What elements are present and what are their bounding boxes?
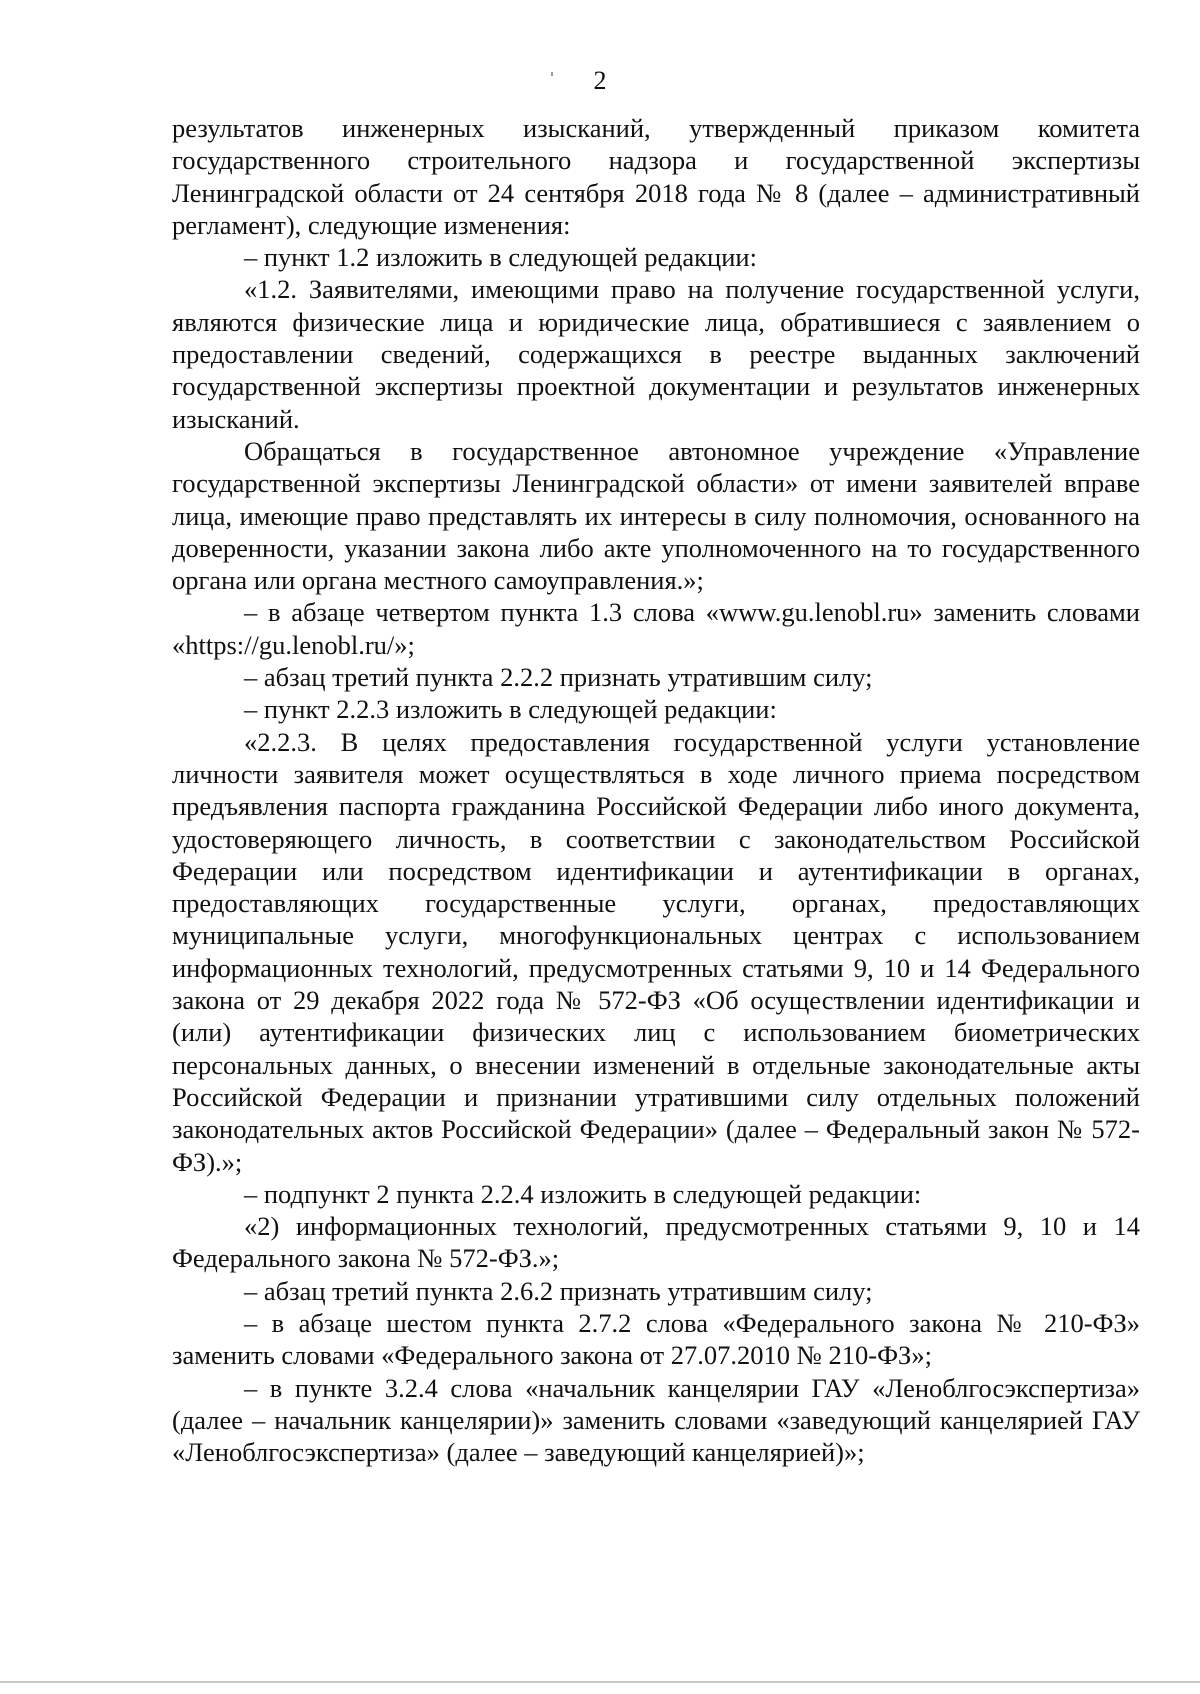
quoted-clause: «2) информационных технологий, предусмотренных статьями 9, 10 и 14 Федерального закона № 572-ФЗ.»; (172, 1211, 1140, 1274)
amendment-item: – подпункт 2 пункта 2.2.4 изложить в следующей редакции: (244, 1178, 922, 1209)
amendment-item: – в абзаце четвертом пункта 1.3 слова «www.gu.lenobl.ru» заменить словами «https://gu.lenobl.ru/»; (172, 597, 1140, 660)
quoted-clause: Обращаться в государственное автономное учреждение «Управление государственной экспертизы Ленинградской области» от имени заявителей вправе лица, имеющие право представлять их интересы в силу полномочия, основанного на доверенности, указании закона либо акте уполномоченного на то государственного органа или органа местного самоуправления.»; (172, 435, 1140, 596)
page-number: 2 (593, 66, 607, 95)
amendment-item: – пункт 2.2.3 изложить в следующей редакции: (244, 694, 777, 725)
scan-speck (551, 72, 553, 76)
paragraph-continuation: результатов инженерных изысканий, утвержденный приказом комитета государственного строительного надзора и государственной экспертизы Ленинградской области от 24 сентября 2018 года № 8 (далее – административный регламент), следующие изменения: (172, 113, 1140, 240)
amendment-item: – абзац третий пункта 2.6.2 признать утратившим силу; (244, 1275, 873, 1306)
document-body (172, 112, 1140, 1468)
amendment-item: – пункт 1.2 изложить в следующей редакции: (244, 242, 757, 273)
scan-edge-line (0, 1681, 1200, 1683)
amendment-item: – абзац третий пункта 2.2.2 признать утратившим силу; (244, 662, 873, 693)
amendment-item: – в пункте 3.2.4 слова «начальник канцелярии ГАУ «Леноблгосэкспертиза» (далее – начальник канцелярии)» заменить словами «заведующий канцелярией ГАУ «Леноблгосэкспертиза» (далее – заведующий канцелярией)»; (172, 1372, 1140, 1468)
amendment-item: – в абзаце шестом пункта 2.7.2 слова «Федерального закона № 210-ФЗ» заменить словами «Федерального закона от 27.07.2010 № 210-ФЗ»; (172, 1307, 1140, 1371)
quoted-clause: «2.2.3. В целях предоставления государственной услуги установление личности заявителя может осуществляться в ходе личного приема посредством предъявления паспорта гражданина Российской Федерации либо иного документа, удостоверяющего личность, в соответствии с законодательством Российской Федерации или посредством идентификации и аутентификации в органах, предоставляющих государственные услуги, органах, предоставляющих муниципальные услуги, многофункциональных центрах с использованием информационных технологий, предусмотренных статьями 9, 10 и 14 Федерального закона от 29 декабря 2022 года № 572-ФЗ «Об осуществлении идентификации и (или) аутентификации физических лиц с использованием биометрических персональных данных, о внесении изменений в отдельные законодательные акты Российской Федерации и признании утратившими силу отдельных положений законодательных актов Российской Федерации» (далее – Федеральный закон № 572-ФЗ).»; (172, 726, 1140, 1177)
quoted-clause: «1.2. Заявителями, имеющими право на получение государственной услуги, являются физические лица и юридические лица, обратившиеся с заявлением о предоставлении сведений, содержащихся в реестре выданных заключений государственной экспертизы проектной документации и результатов инженерных изысканий. (172, 274, 1140, 434)
